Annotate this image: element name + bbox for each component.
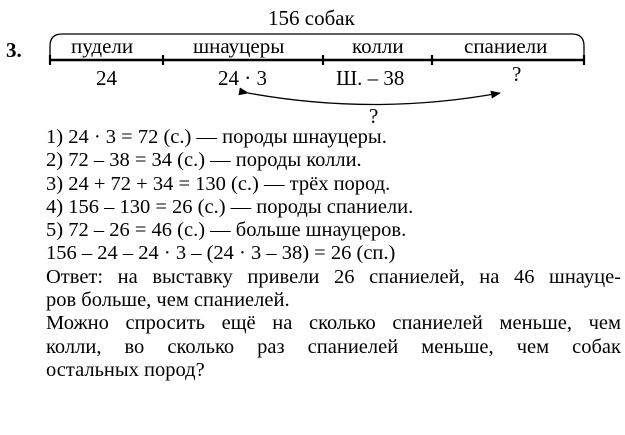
segment-value-spaniels: ? [512, 62, 522, 86]
segment-name-collies: колли [352, 34, 404, 58]
extra-question-line: колли, во сколько раз спаниелей меньше, чем собак [46, 335, 621, 358]
solution-step: 3) 24 + 72 + 34 = 130 (с.) — трёх пород. [46, 172, 391, 195]
comparison-arrow [248, 93, 500, 105]
answer-line: Ответ: на выставку привели 26 спаниелей, на 46 шнауце- [46, 265, 621, 288]
answer-line: ров больше, чем спаниелей. [46, 289, 290, 312]
segment-value-poodles: 24 [96, 66, 117, 90]
segment-name-schnauzers: шнауцеры [193, 34, 285, 58]
extra-question-line: Можно спросить ещё на сколько спаниелей меньше, чем [46, 312, 621, 335]
problem-number: 3. [6, 38, 22, 62]
segment-value-collies: Ш. – 38 [336, 66, 405, 90]
extra-question-line: остальных пород? [46, 358, 205, 381]
total-label: 156 собак [268, 6, 355, 30]
comparison-question: ? [369, 104, 379, 128]
solution-expression: 156 – 24 – 24 · 3 – (24 · 3 – 38) = 26 (сп.) [46, 242, 396, 265]
segment-name-spaniels: спаниели [464, 34, 548, 58]
segment-name-poodles: пудели [71, 34, 134, 58]
solution-step: 4) 156 – 130 = 26 (с.) — породы спаниели. [46, 195, 414, 218]
solution-step: 1) 24 · 3 = 72 (с.) — породы шнауцеры. [46, 126, 387, 148]
solution-step: 2) 72 – 38 = 34 (с.) — породы колли. [46, 149, 362, 172]
solution-step: 5) 72 – 26 = 46 (с.) — больше шнауцеров. [46, 219, 407, 242]
segment-value-schnauzers: 24 · 3 [218, 66, 267, 90]
solution-text [46, 126, 621, 382]
